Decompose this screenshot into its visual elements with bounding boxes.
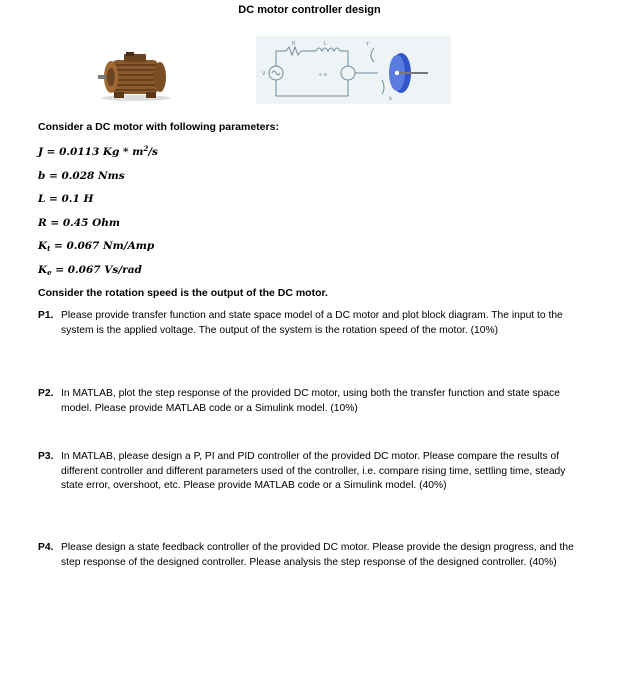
parameter-damping: b = 0.028 Nms (38, 169, 125, 182)
dc-motor-image (98, 52, 174, 102)
parameter-emf-constant: $K_e = 0.067$ Vs/rad (38, 263, 142, 277)
problem-label: P4. (38, 542, 54, 553)
output-statement: Consider the rotation speed is the output of the DC motor. (38, 287, 328, 299)
problem-text: In MATLAB, plot the step response of the provided DC motor, using both the transfer function and state space model. Please provide MATLAB code or a Simulink model. (10%) (61, 388, 560, 414)
problem-text: Please provide transfer function and state space model of a DC motor and plot block diagram. The input to the system is the applied voltage. The output of the system is the rotation speed of the motor. (10%) (61, 310, 563, 336)
parameter-resistance: R = 0.45 Ohm (38, 216, 120, 229)
parameter-list (38, 145, 158, 287)
problem-label: P1. (38, 310, 54, 321)
svg-text:V: V (262, 71, 266, 77)
problem-p4 (38, 541, 583, 570)
problem-label: P3. (38, 451, 54, 462)
dc-motor-circuit-image (256, 36, 451, 104)
svg-text:b: b (389, 96, 393, 102)
problem-p1 (38, 309, 583, 338)
problem-p3 (38, 450, 583, 494)
problem-label: P2. (38, 388, 54, 399)
problem-text: In MATLAB, please design a P, PI and PID controller of the provided DC motor. Please compare the results of different controller and different parameters used of the controller, i.e. compare rising time, settling time, steady state error, overshoot, etc. Please provide MATLAB code or a Simulink model. (40%) (61, 451, 566, 491)
problem-text: Please design a state feedback controller of the provided DC motor. Please provide the design progress, and the step response of the designed controller. Please analysis the step response of the designed controller. (40%) (61, 542, 574, 568)
svg-text:R: R (292, 41, 296, 47)
problem-p2 (38, 387, 583, 416)
svg-text:L: L (324, 41, 327, 47)
parameter-inertia: J = 0.0113 Kg * $m^2/s$ (38, 144, 158, 158)
svg-text:T: T (366, 42, 370, 48)
document-title: DC motor controller design (238, 4, 381, 16)
intro-text: Consider a DC motor with following parameters: (38, 121, 279, 133)
parameter-inductance: L = 0.1 H (38, 193, 94, 206)
parameter-torque-constant: $K_t = 0.067$ Nm/Amp (38, 240, 155, 254)
svg-text:+ e: + e (318, 72, 327, 78)
